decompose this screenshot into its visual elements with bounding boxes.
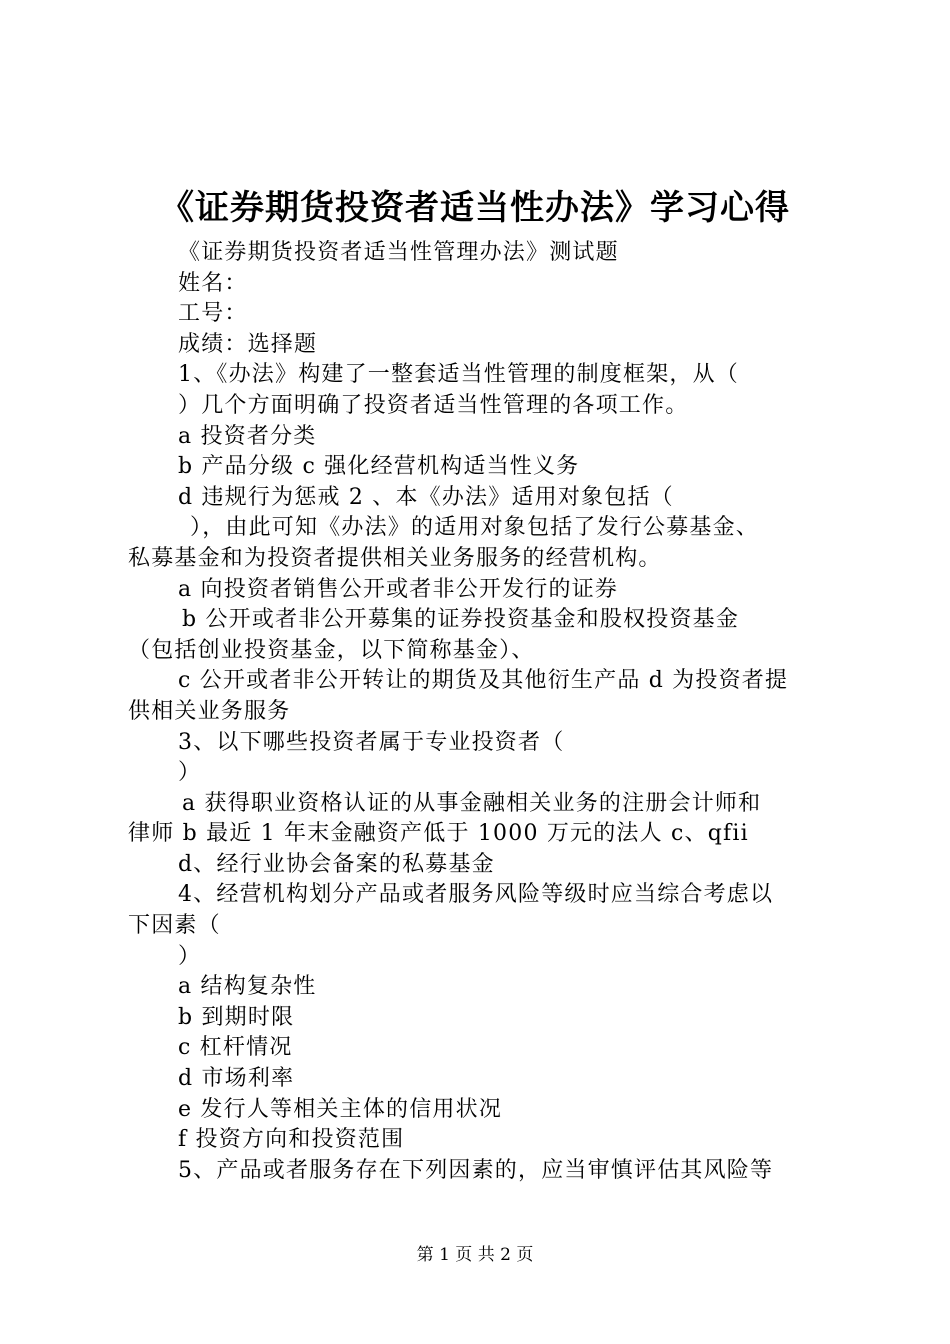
q1-option-b-c: b 产品分级 c 强化经营机构适当性义务 [178, 454, 580, 480]
q2-option-c-d: c 公开或者非公开转让的期货及其他衍生产品 d 为投资者提 [178, 668, 789, 694]
q3-option-a-b-c: 律师 b 最近 1 年末金融资产低于 1000 万元的法人 c、qfii [128, 821, 749, 847]
question-3-bracket: ） [178, 760, 202, 786]
question-4-cont: 下因素（ [128, 913, 221, 939]
q2-option-a: a 向投资者销售公开或者非公开发行的证券 [178, 576, 619, 602]
question-1-line-2: ）几个方面明确了投资者适当性管理的各项工作。 [178, 392, 689, 418]
q3-option-d: d、经行业协会备案的私募基金 [178, 851, 495, 877]
q4-option-f: f 投资方向和投资范围 [178, 1127, 405, 1153]
subtitle-line: 《证券期货投资者适当性管理办法》测试题 [178, 240, 619, 265]
q2-option-b: b 公开或者非公开募集的证券投资基金和股权投资基金 [182, 607, 740, 633]
q1-option-a: a 投资者分类 [178, 423, 317, 449]
document-body [128, 238, 830, 1186]
page-footer: 第 1 页 共 2 页 [416, 1245, 534, 1265]
question-5: 5、产品或者服务存在下列因素的，应当审慎评估其风险等 [178, 1157, 774, 1183]
employee-id-label: 工号： [178, 301, 248, 327]
document-title: 《证券期货投资者适当性办法》学习心得 [160, 188, 790, 228]
question-4-bracket: ） [178, 943, 202, 969]
question-1-line-1: 1、《办法》构建了一整套适当性管理的制度框架，从（ [178, 362, 739, 388]
q2-option-d-cont: 供相关业务服务 [128, 698, 291, 724]
score-label: 成绩：选择题 [178, 331, 318, 357]
question-2-line-3: 私募基金和为投资者提供相关业务服务的经营机构。 [128, 545, 662, 571]
q3-option-a: a 获得职业资格认证的从事金融相关业务的注册会计师和 [182, 790, 762, 816]
name-field-label: 姓名： [178, 270, 248, 296]
q1-option-d-question-2: d 违规行为惩戒 2 、本《办法》适用对象包括（ [178, 484, 674, 510]
q4-option-b: b 到期时限 [178, 1004, 295, 1030]
q4-option-a: a 结构复杂性 [178, 974, 317, 1000]
q4-option-c: c 杠杆情况 [178, 1035, 293, 1061]
question-2-line-2: ），由此可知《办法》的适用对象包括了发行公募基金、 [190, 515, 760, 541]
q4-option-d: d 市场利率 [178, 1066, 295, 1092]
question-4: 4、经营机构划分产品或者服务风险等级时应当综合考虑以 [178, 882, 774, 908]
q2-option-b-cont: （包括创业投资基金，以下简称基金）、 [128, 637, 535, 663]
question-3: 3、以下哪些投资者属于专业投资者（ [178, 729, 565, 755]
q4-option-e: e 发行人等相关主体的信用状况 [178, 1096, 503, 1122]
